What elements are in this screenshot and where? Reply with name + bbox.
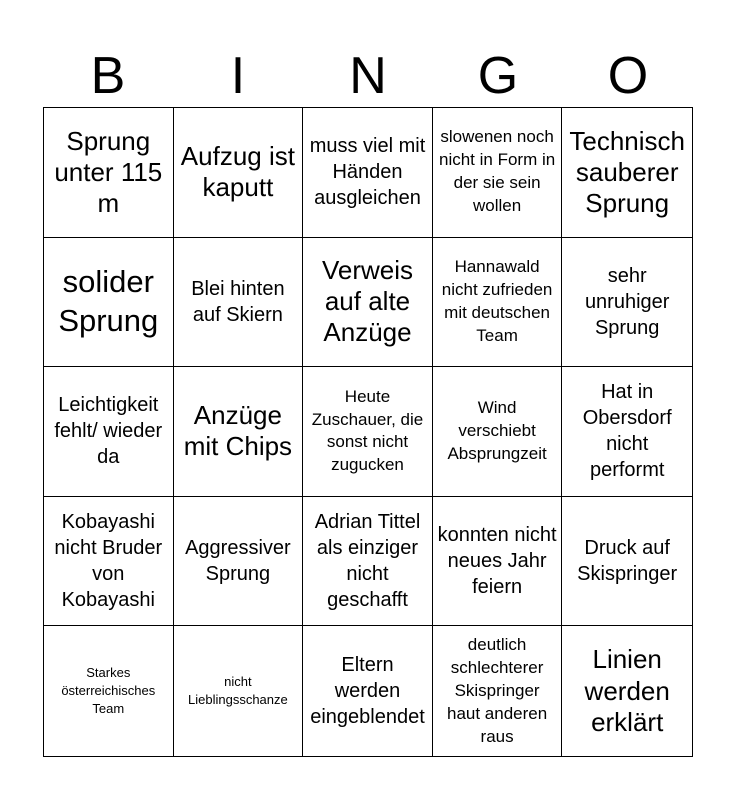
header-letter-n: N — [349, 47, 387, 105]
bingo-header — [43, 44, 693, 108]
bingo-cell[interactable]: Heute Zuschauer, die sonst nicht zugucken — [303, 367, 433, 497]
header-letter-b: B — [90, 47, 126, 105]
bingo-cell[interactable]: konnten nicht neues Jahr feiern — [433, 497, 563, 627]
bingo-cell[interactable]: Aggressiver Sprung — [174, 497, 304, 627]
bingo-cell[interactable]: muss viel mit Händen ausgleichen — [303, 108, 433, 238]
header-letter-o: O — [607, 47, 649, 105]
bingo-cell[interactable]: Aufzug ist kaputt — [174, 108, 304, 238]
bingo-cell[interactable]: sehr unruhiger Sprung — [562, 238, 692, 368]
bingo-cell[interactable]: Adrian Tittel als einziger nicht geschafft — [303, 497, 433, 627]
bingo-cell[interactable]: Hannawald nicht zufrieden mit deutschen Team — [433, 238, 563, 368]
bingo-cell[interactable]: Starkes österreichisches Team — [44, 626, 174, 756]
bingo-cell[interactable]: Anzüge mit Chips — [174, 367, 304, 497]
bingo-cell[interactable]: nicht Lieblingsschanze — [174, 626, 304, 756]
bingo-cell[interactable]: Leichtigkeit fehlt/ wieder da — [44, 367, 174, 497]
bingo-cell[interactable]: Blei hinten auf Skiern — [174, 238, 304, 368]
bingo-cell[interactable]: Eltern werden eingeblendet — [303, 626, 433, 756]
bingo-cell[interactable]: Hat in Obersdorf nicht performt — [562, 367, 692, 497]
bingo-cell[interactable]: Wind verschiebt Absprungzeit — [433, 367, 563, 497]
bingo-cell[interactable]: Kobayashi nicht Bruder von Kobayashi — [44, 497, 174, 627]
bingo-cell[interactable]: Linien werden erklärt — [584, 644, 670, 737]
bingo-cell[interactable]: Druck auf Skispringer — [562, 497, 692, 627]
bingo-cell[interactable]: deutlich schlechterer Skispringer haut anderen raus — [433, 626, 563, 756]
bingo-cell[interactable]: Technisch sauberer Sprung — [562, 108, 692, 238]
bingo-cell[interactable]: solider Sprung — [44, 238, 174, 368]
header-letter-g: G — [477, 47, 519, 105]
header-letter-i: I — [230, 47, 246, 105]
bingo-cell[interactable]: slowenen noch nicht in Form in der sie sein wollen — [433, 108, 563, 238]
bingo-board — [43, 107, 693, 757]
bingo-cell[interactable]: Verweis auf alte Anzüge — [303, 238, 433, 368]
bingo-cell[interactable]: Sprung unter 115 m — [44, 108, 174, 238]
